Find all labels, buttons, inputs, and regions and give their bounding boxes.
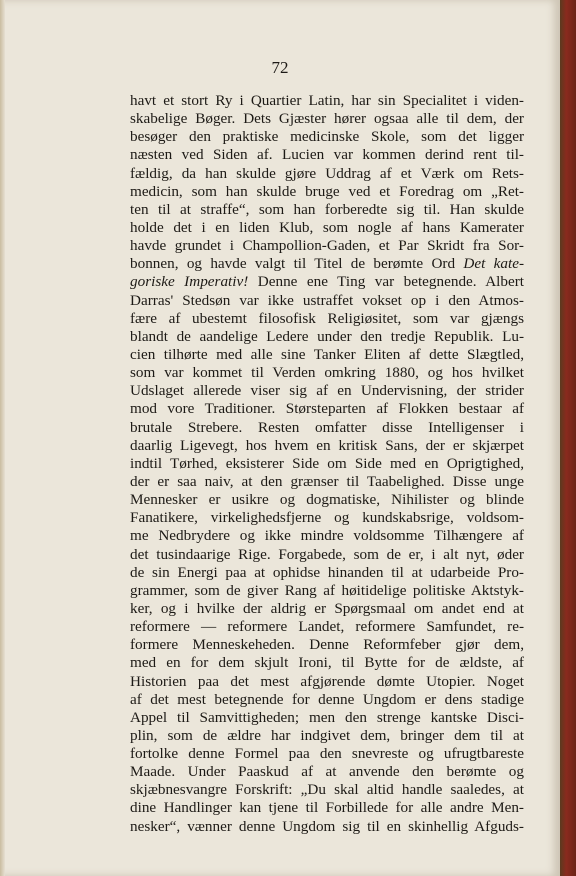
text-line: brutale Strebere. Resten omfatter disse Intelligenser i bbox=[130, 418, 524, 436]
text-line: nesker“, vænner denne Ungdom sig til en skinhellig Afguds- bbox=[130, 817, 524, 835]
text-line: Appel til Samvittigheden; men den strenge kantske Disci- bbox=[130, 708, 524, 726]
text-line: medicin, som han skulde bruge ved et Foredrag om „Ret- bbox=[130, 182, 524, 200]
text-segment: Denne ene Ting var betegnende. Albert bbox=[248, 273, 525, 291]
text-line: fældig, da han skulde gjøre Uddrag af et Værk om Rets- bbox=[130, 164, 524, 182]
text-line: de sin Energi paa at ophidse hinanden til at udarbeide Pro- bbox=[130, 563, 524, 581]
text-line: reformere — reformere Landet, reformere Samfundet, re- bbox=[130, 618, 524, 636]
text-line: fortolke denne Formel paa den snevreste og ufrugtbareste bbox=[130, 745, 524, 763]
text-line: indtil Tørhed, eksisterer Side om Side med en Oprigtighed, bbox=[130, 454, 524, 472]
text-line: havde grundet i Champollion-Gaden, et Par Skridt fra Sor- bbox=[130, 237, 524, 255]
text-line: cien tilhørte med alle sine Tanker Eliten af dette Slægtled, bbox=[130, 345, 524, 363]
text-line: der er saa naiv, at den grænser til Taabelighed. Disse unge bbox=[130, 472, 524, 490]
text-line: af det mest betegnende for denne Ungdom er dens stadige bbox=[130, 690, 524, 708]
text-line: det tusindaarige Rige. Forgabede, som de er, i alt nyt, øder bbox=[130, 545, 524, 563]
text-line: Historien paa det mest afgjørende dømte Utopier. Noget bbox=[130, 672, 524, 690]
text-line-with-italic bbox=[130, 255, 524, 273]
text-line: som var kommet til Verden omkring 1880, og hos hvilket bbox=[130, 364, 524, 382]
text-line: ker, og i hvilke der aldrig er Spørgsmaal om andet end at bbox=[130, 599, 524, 617]
text-line: fære af ubestemt filosofisk Religiøsitet, som var gjængs bbox=[130, 309, 524, 327]
text-line: blandt de aandelige Ledere under den tredje Republik. Lu- bbox=[130, 327, 524, 345]
text-line: med en for dem skjult Ironi, til Bytte for de ældste, af bbox=[130, 654, 524, 672]
page-number: 72 bbox=[271, 58, 289, 77]
text-line: næsten ved Siden af. Lucien var kommen derind rent til- bbox=[130, 146, 524, 164]
text-line: skjæbnesvangre Forskrift: „Du skal altid handle saaledes, at bbox=[130, 781, 524, 799]
text-line-with-italic bbox=[130, 273, 524, 291]
text-line: dine Handlinger kan tjene til Forbillede for alle andre Men- bbox=[130, 799, 524, 817]
text-line: Maade. Under Paaskud af at anvende den berømte og bbox=[130, 763, 524, 781]
book-cover-edge bbox=[560, 0, 576, 876]
text-line: me Nedbrydere og ikke mindre voldsomme Tilhængere af bbox=[130, 527, 524, 545]
text-line: Udslaget allerede viser sig af en Undervisning, der strider bbox=[130, 382, 524, 400]
text-line: Mennesker er usikre og dogmatiske, Nihilister og blinde bbox=[130, 491, 524, 509]
text-line: besøger den praktiske medicinske Skole, som det ligger bbox=[130, 128, 524, 146]
text-segment: bonnen, og havde valgt til Titel de berømte Ord bbox=[130, 255, 464, 273]
text-line: grammer, som de giver Rang af høitidelige politiske Aktstyk- bbox=[130, 581, 524, 599]
text-line: Fanatikere, virkelighedsfjerne og kundskabsrige, voldsom- bbox=[130, 509, 524, 527]
italic-title-part-2: goriske Imperativ! bbox=[130, 273, 249, 291]
text-line: holde det i en liden Klub, som nogle af hans Kamerater bbox=[130, 218, 524, 236]
text-line: havt et stort Ry i Quartier Latin, har sin Specialitet i viden- bbox=[130, 92, 524, 109]
text-line: formere Menneskeheden. Denne Reformfeber gjør dem, bbox=[130, 636, 524, 654]
text-line: ten til at straffe“, som han forberedte sig til. Han skulde bbox=[130, 200, 524, 218]
page-inner-edge bbox=[0, 0, 5, 876]
text-line: plin, som de ældre har indgivet dem, bringer dem til at bbox=[130, 726, 524, 744]
text-line: daarlig Ligevegt, hos hvem en kritisk Sans, der er skjærpet bbox=[130, 436, 524, 454]
text-line: Darras' Stedsøn var ikke ustraffet vokset op i den Atmos- bbox=[130, 291, 524, 309]
italic-title-part-1: Det kate- bbox=[463, 255, 525, 273]
text-line: skabelige Bøger. Dets Gjæster hører ogsaa alle til dem, der bbox=[130, 110, 524, 128]
body-text bbox=[130, 92, 524, 836]
text-line: mod vore Traditioner. Størsteparten af Flokken bestaar af bbox=[130, 400, 524, 418]
